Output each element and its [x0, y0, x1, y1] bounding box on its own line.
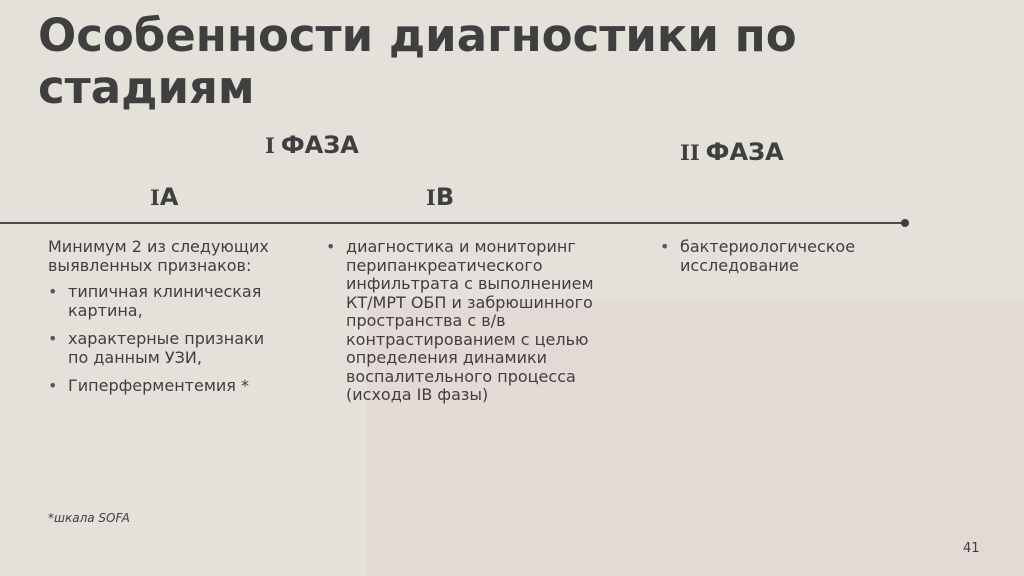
- column-ib-list: [326, 238, 606, 405]
- column-ia: [48, 238, 288, 406]
- column-phase-2: [660, 238, 920, 285]
- list-item: • бактериологическое исследование: [660, 238, 920, 275]
- column-ib: [326, 238, 606, 415]
- list-item: • Гиперферментемия *: [48, 377, 288, 396]
- subphase-ia-label: А: [159, 183, 179, 211]
- phase-2-label: ФАЗА: [705, 138, 784, 166]
- list-item: • типичная клиническая картина,: [48, 283, 288, 320]
- list-item: • характерные признаки по данным УЗИ,: [48, 330, 288, 367]
- footnote: *шкала SOFA: [48, 511, 130, 525]
- subphase-ib-heading: [426, 183, 454, 211]
- timeline-line: [0, 222, 905, 224]
- subphase-ia-roman: I: [150, 185, 160, 210]
- column-ia-list: [48, 283, 288, 396]
- phase-1-label: ФАЗА: [280, 131, 359, 159]
- column-phase-2-list: [660, 238, 920, 275]
- subphase-ib-label: В: [435, 183, 455, 211]
- timeline-end-dot: [901, 219, 909, 227]
- subphase-ib-roman: I: [426, 185, 436, 210]
- subphase-ia-heading: [150, 183, 178, 211]
- phase-1-roman: I: [265, 133, 275, 158]
- list-item: • диагностика и мониторинг перипанкреатического инфильтрата с выполнением КТ/МРТ ОБП и забрюшинного пространства с в/в контрастированием с целью определения динамики воспалительного процесса (исхода IB фазы): [326, 238, 606, 405]
- phase-2-heading: [680, 138, 784, 166]
- column-ia-intro: Минимум 2 из следующих выявленных признаков:: [48, 237, 269, 275]
- phase-2-roman: II: [680, 140, 700, 165]
- slide-title: Особенности диагностики по стадиям: [38, 9, 797, 114]
- page-number: 41: [963, 541, 980, 556]
- phase-1-heading: [265, 131, 359, 159]
